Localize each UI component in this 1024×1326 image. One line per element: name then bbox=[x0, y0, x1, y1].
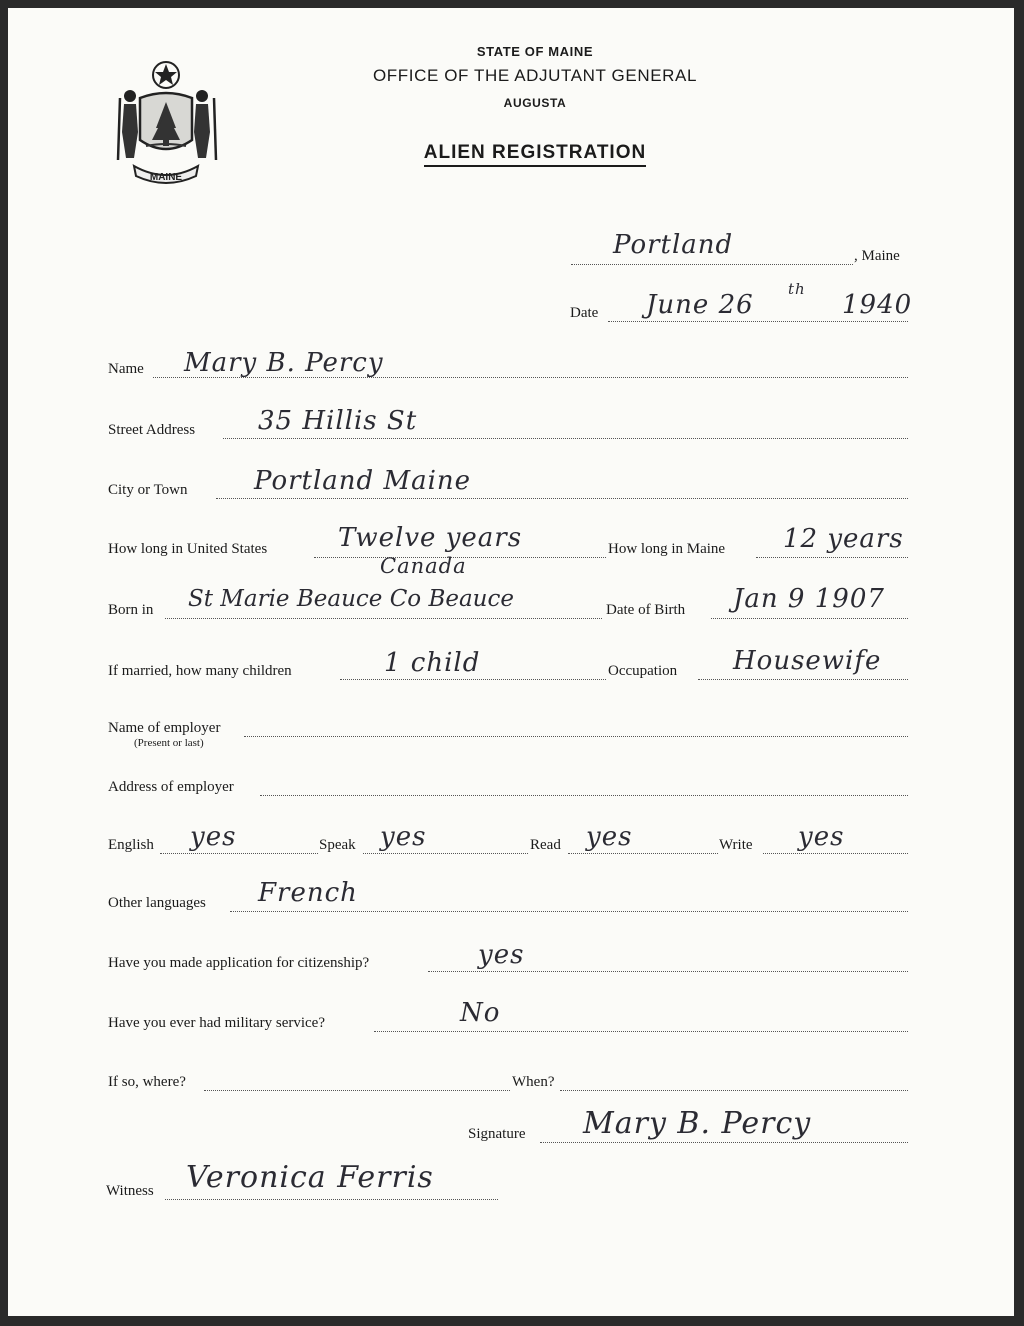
date-label: Date bbox=[570, 305, 599, 321]
employer-address-line bbox=[260, 795, 908, 796]
employer-address-label: Address of employer bbox=[108, 779, 234, 795]
dob-label: Date of Birth bbox=[606, 602, 686, 618]
name-value: Mary B. Percy bbox=[184, 348, 384, 378]
born-in-value: St Marie Beauce Co Beauce bbox=[188, 586, 514, 612]
seal-text: MAINE bbox=[149, 172, 183, 183]
dob-value: Jan 9 1907 bbox=[733, 584, 885, 614]
signature-value: Mary B. Percy bbox=[583, 1106, 812, 1141]
city-label: City or Town bbox=[108, 482, 188, 498]
read-label: Read bbox=[530, 837, 561, 853]
form-title: ALIEN REGISTRATION bbox=[32, 142, 1024, 164]
occupation-line bbox=[698, 679, 908, 680]
born-in-label: Born in bbox=[108, 602, 154, 618]
write-line bbox=[763, 853, 908, 854]
english-value: yes bbox=[190, 822, 237, 852]
if-so-where-label: If so, where? bbox=[108, 1074, 186, 1090]
citizenship-value: yes bbox=[478, 940, 525, 970]
other-languages-value: French bbox=[258, 878, 358, 908]
when-label: When? bbox=[512, 1074, 555, 1090]
employer-name-sublabel: (Present or last) bbox=[134, 737, 204, 749]
other-languages-line bbox=[230, 911, 908, 912]
street-value: 35 Hillis St bbox=[258, 406, 418, 436]
read-value: yes bbox=[586, 822, 633, 852]
born-in-line bbox=[165, 618, 602, 619]
read-line bbox=[568, 853, 718, 854]
street-label: Street Address bbox=[108, 422, 196, 438]
english-label: English bbox=[108, 837, 154, 853]
city-value: Portland Maine bbox=[254, 466, 472, 496]
occupation-label: Occupation bbox=[608, 663, 678, 679]
street-line bbox=[223, 438, 908, 439]
signature-label: Signature bbox=[468, 1126, 526, 1142]
citizenship-line bbox=[428, 971, 908, 972]
citizenship-label: Have you made application for citizenship? bbox=[108, 955, 370, 971]
name-label: Name bbox=[108, 361, 144, 377]
write-label: Write bbox=[719, 837, 753, 853]
date-month-day: June 26 bbox=[646, 290, 754, 320]
header-state: STATE OF MAINE bbox=[476, 44, 594, 59]
speak-value: yes bbox=[380, 822, 427, 852]
employer-name-line bbox=[244, 736, 908, 737]
married-line bbox=[340, 679, 606, 680]
speak-line bbox=[363, 853, 528, 854]
registration-form bbox=[8, 8, 1014, 1316]
city-line bbox=[216, 498, 908, 499]
how-long-maine-label: How long in Maine bbox=[608, 541, 726, 557]
military-line bbox=[374, 1031, 908, 1032]
date-line bbox=[608, 321, 908, 322]
born-country-value: Canada bbox=[380, 554, 467, 578]
header-city: AUGUSTA bbox=[503, 96, 567, 110]
occupation-value: Housewife bbox=[733, 646, 882, 676]
how-long-maine-value: 12 years bbox=[783, 524, 904, 554]
witness-value: Veronica Ferris bbox=[186, 1160, 434, 1195]
dob-line bbox=[711, 618, 908, 619]
town-value: Portland bbox=[613, 230, 734, 260]
witness-label: Witness bbox=[106, 1183, 154, 1199]
date-suffix: th bbox=[788, 280, 806, 298]
military-label: Have you ever had military service? bbox=[108, 1015, 325, 1031]
employer-name-label: Name of employer bbox=[108, 720, 221, 736]
how-long-us-value: Twelve years bbox=[338, 523, 523, 553]
other-languages-label: Other languages bbox=[108, 895, 206, 911]
english-line bbox=[160, 853, 318, 854]
how-long-maine-line bbox=[756, 557, 908, 558]
date-year: 1940 bbox=[842, 290, 913, 320]
children-value: 1 child bbox=[384, 648, 481, 678]
header-office: OFFICE OF THE ADJUTANT GENERAL bbox=[372, 66, 698, 85]
witness-line bbox=[165, 1199, 498, 1200]
if-so-where-line bbox=[204, 1090, 510, 1091]
married-label: If married, how many children bbox=[108, 663, 292, 679]
speak-label: Speak bbox=[319, 837, 356, 853]
signature-line bbox=[540, 1142, 908, 1143]
military-value: No bbox=[460, 998, 501, 1028]
when-line bbox=[560, 1090, 908, 1091]
maine-label: , Maine bbox=[854, 248, 900, 264]
write-value: yes bbox=[798, 822, 845, 852]
how-long-us-label: How long in United States bbox=[108, 541, 268, 557]
town-line bbox=[571, 264, 853, 265]
